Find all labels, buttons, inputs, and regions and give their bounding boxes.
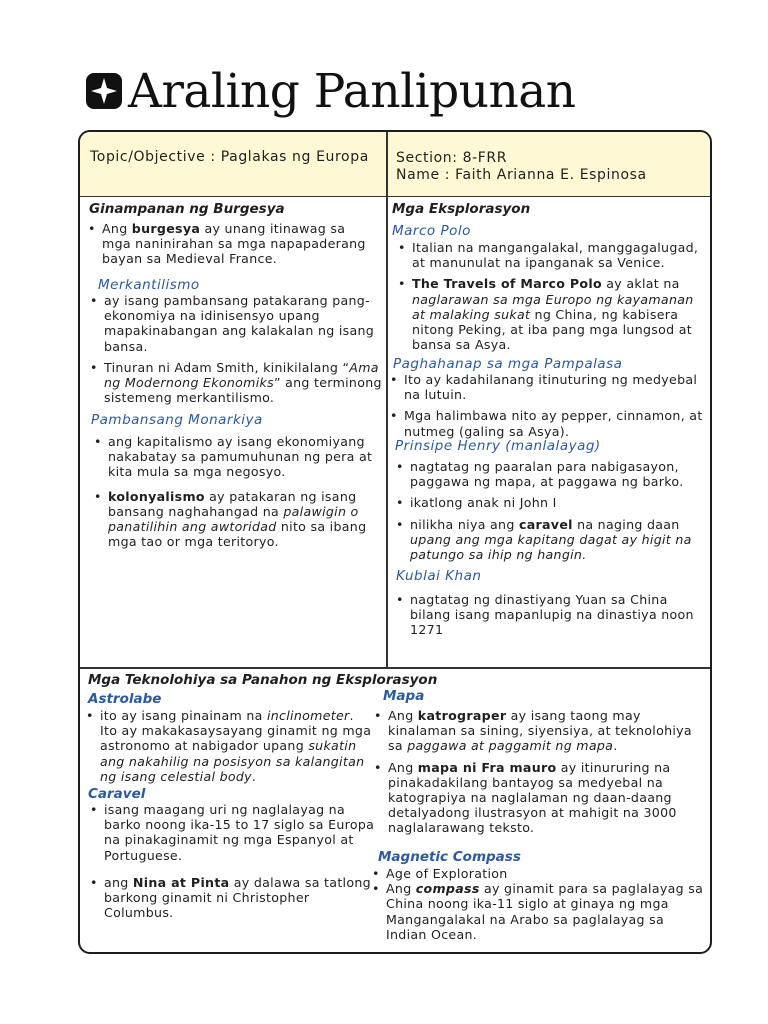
notes-card bbox=[78, 130, 712, 954]
burgesya-heading: Ginampanan ng Burgesya bbox=[89, 201, 285, 217]
compass-heading: Magnetic Compass bbox=[378, 849, 521, 865]
monarkiya-heading: Pambansang Monarkiya bbox=[91, 412, 263, 428]
eksplorasyon-heading: Mga Eksplorasyon bbox=[392, 201, 531, 217]
list-item: • Ang burgesya ay unang itinawag sa mga naninirahan sa mga napapaderang bayan sa Medieval France. bbox=[86, 221, 376, 267]
list-item: • ang kapitalismo ay isang ekonomiyang nakabatay sa pamumuhunan ng pera at kita mula sa mga negosyo. bbox=[92, 434, 382, 480]
kublai-list bbox=[394, 592, 700, 644]
list-item: • kolonyalismo ay patakaran ng isang bansang naghahangad na palawigin o panatilihin ang awtoridad nito sa ibang mga tao or mga teritoryo. bbox=[92, 489, 382, 550]
marco-polo-list bbox=[396, 240, 708, 358]
list-item: • ikatlong anak ni John I bbox=[394, 495, 706, 510]
list-item: • Age of Exploration bbox=[370, 866, 706, 881]
teknolohiya-heading: Mga Teknolohiya sa Panahon ng Eksplorasyon bbox=[88, 672, 438, 688]
list-item: • ito ay isang pinainam na inclinometer. Ito ay makakasaysayang ginamit ng mga astronomo at nabigador upang sukatin ang nakahilig na posisyon sa kalangitan ng isang celestial body. bbox=[84, 708, 372, 784]
merkantilismo-list bbox=[88, 293, 384, 411]
title-row bbox=[84, 60, 576, 122]
list-item: • Ito ay kadahilanang itinuturing ng medyebal na lutuin. bbox=[388, 372, 708, 402]
compass-star-icon bbox=[84, 71, 124, 111]
henry-list bbox=[394, 459, 706, 568]
row-divider bbox=[80, 667, 710, 669]
mapa-heading: Mapa bbox=[383, 688, 425, 704]
list-item: • nagtatag ng paaralan para nabigasayon, paggawa ng mapa, at paggawa ng barko. bbox=[394, 459, 706, 489]
header-band bbox=[80, 132, 710, 197]
list-item: • Tinuran ni Adam Smith, kinikilalang “Ama ng Modernong Ekonomiks” ang terminong sistemeng merkantilismo. bbox=[88, 360, 384, 406]
list-item: • Mga halimbawa nito ay pepper, cinnamon, at nutmeg (galing sa Asya). bbox=[388, 408, 708, 438]
list-item: • nagtatag ng dinastiyang Yuan sa China bilang isang mapanlupig na dinastiya noon 1271 bbox=[394, 592, 700, 638]
list-item: • ay isang pambansang patakarang pang-ekonomiya na idinisensyo upang mapakinabangan ang kalakalan ng isang bansa. bbox=[88, 293, 384, 354]
list-item: • isang maagang uri ng naglalayag na barko noong ika-15 to 17 siglo sa Europa na pinakaginamit ng mga Espanyol at Portuguese. bbox=[88, 802, 376, 863]
list-item: • Ang mapa ni Fra mauro ay itinururing na pinakadakilang bantayog sa medyebal na katograpiya na naglalaman ng daan-daang detalyadong ilustrasyon at mahigit na 3000 naglalarawang teksto. bbox=[372, 760, 706, 836]
list-item: • Ang compass ay ginamit para sa paglalayag sa China noong ika-11 siglo at ginaya ng mga Mangangalakal na Arabo sa paglalayag sa Indian Ocean. bbox=[370, 881, 706, 942]
list-item: • Italian na mangangalakal, manggagalugad, at manunulat na ipanganak sa Venice. bbox=[396, 240, 708, 270]
student-info bbox=[396, 150, 708, 184]
topic-objective: Topic/Objective : Paglakas ng Europa bbox=[90, 149, 369, 165]
compass-list bbox=[370, 866, 706, 948]
mapa-list bbox=[372, 708, 706, 842]
section-label: Section: 8-FRR bbox=[396, 150, 508, 166]
pampalasa-heading: Paghahanap sa mga Pampalasa bbox=[393, 356, 623, 372]
marco-polo-heading: Marco Polo bbox=[392, 223, 471, 239]
list-item: • ang Nina at Pinta ay dalawa sa tatlong barkong ginamit ni Christopher Columbus. bbox=[88, 875, 376, 921]
list-item: • The Travels of Marco Polo ay aklat na naglarawan sa mga Europo ng kayamanan at malaking sukat ng China, ng kabisera nitong Peking, at iba pang mga lungsod at bansa sa Asya. bbox=[396, 276, 708, 352]
astrolabe-list bbox=[84, 708, 372, 790]
monarkiya-list bbox=[92, 434, 382, 555]
astrolabe-heading: Astrolabe bbox=[88, 691, 162, 707]
kublai-heading: Kublai Khan bbox=[396, 568, 482, 584]
student-name: Name : Faith Arianna E. Espinosa bbox=[396, 167, 647, 183]
caravel-heading: Caravel bbox=[88, 786, 146, 802]
burgesya-list bbox=[86, 221, 376, 273]
caravel-list bbox=[88, 802, 376, 926]
henry-heading: Prinsipe Henry (manlalayag) bbox=[395, 438, 601, 454]
merkantilismo-heading: Merkantilismo bbox=[98, 277, 200, 293]
list-item: • Ang katrograper ay isang taong may kinalaman sa sining, siyensiya, at teknolohiya sa paggawa at paggamit ng mapa. bbox=[372, 708, 706, 754]
list-item: • nilikha niya ang caravel na naging daan upang ang mga kapitang dagat ay higit na patungo sa ihip ng hangin. bbox=[394, 517, 706, 563]
pampalasa-list bbox=[388, 372, 708, 445]
page-title: Araling Panlipunan bbox=[128, 63, 576, 119]
